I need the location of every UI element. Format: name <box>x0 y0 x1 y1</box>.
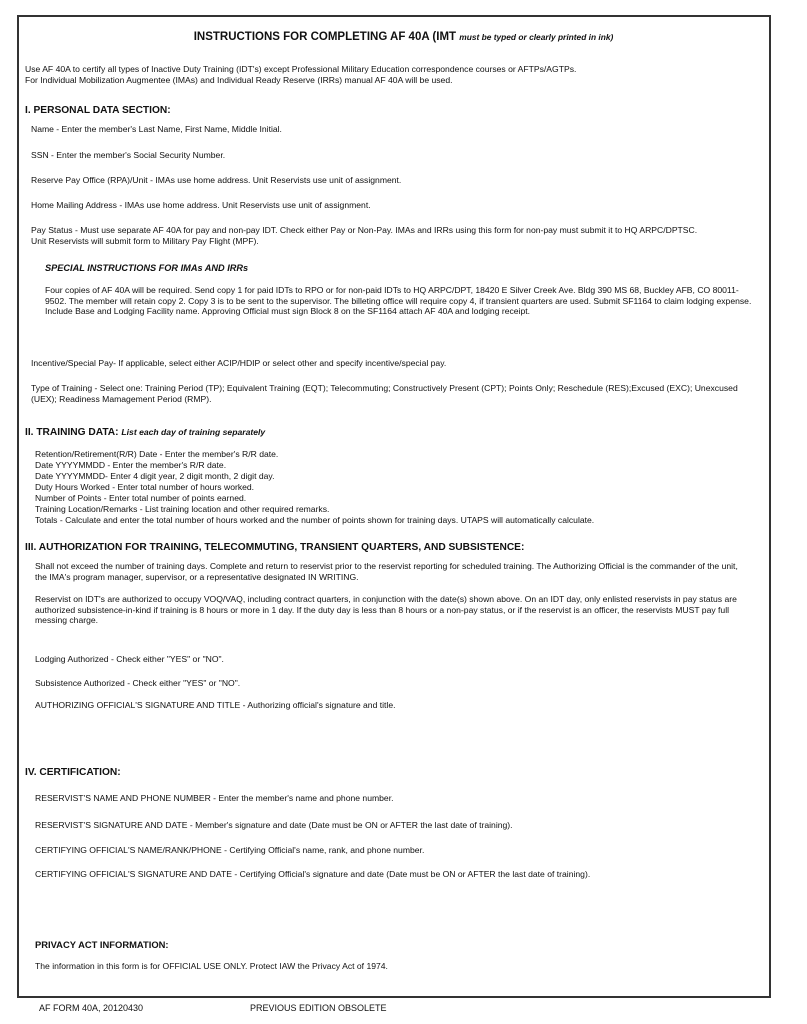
section-2-heading <box>25 427 265 438</box>
training-data-line: Duty Hours Worked - Enter total number of hours worked. <box>35 482 255 492</box>
authorizing-signature-instruction: AUTHORIZING OFFICIAL'S SIGNATURE AND TITLE - Authorizing official's signature and title. <box>35 700 396 710</box>
section-2-title: II. TRAINING DATA: <box>25 427 119 438</box>
title-note: must be typed or clearly printed in ink) <box>459 32 614 42</box>
authorization-paragraph-1: Shall not exceed the number of training days. Complete and return to reservist prior to the reservist reporting for scheduled training. The Authorizing Official is the commander of the unit, the IMA's program manager, supervisor, or a representative designated IN WRITING. <box>35 561 738 582</box>
lodging-instruction: Lodging Authorized - Check either "YES" or "NO". <box>35 654 224 664</box>
authorization-paragraph-2: Reservist on IDT's are authorized to occupy VOQ/VAQ, including contract quarters, in conjunction with the date(s) shown above. On an IDT day, only enlisted reservists in pay status are authorized subsistence-in-kind if training is 8 hours or more in 1 day. If the duty day is less than 8 hours or a non-pay status, or if the reservist is an officer, the reservists MUST pay full messing charge. <box>35 594 737 626</box>
privacy-heading: PRIVACY ACT INFORMATION: <box>35 939 169 950</box>
page-title <box>0 31 807 43</box>
form-id: AF FORM 40A, 20120430 <box>39 1003 144 1013</box>
subsistence-instruction: Subsistence Authorized - Check either "YES" or "NO". <box>35 678 241 688</box>
training-data-line: Retention/Retirement(R/R) Date - Enter the member's R/R date. <box>35 449 279 459</box>
section-3-heading: III. AUTHORIZATION FOR TRAINING, TELECOMMUTING, TRANSIENT QUARTERS, AND SUBSISTENCE: <box>25 542 525 553</box>
reservist-signature-instruction: RESERVIST'S SIGNATURE AND DATE - Member's signature and date (Date must be ON or AFTER the last date of training). <box>35 820 513 830</box>
training-type-instruction: Type of Training - Select one: Training Period (TP); Equivalent Training (EQT); Telecommuting; Constructively Present (CPT); Points Only; Reschedule (RES);Excused (EXC); Unexcused (UEX); Readiness Mamagement Period (RMP). <box>31 383 738 404</box>
intro-line-2: For Individual Mobilization Augmentee (IMAs) and Individual Ready Reserve (IRRs) manual AF 40A will be used. <box>25 75 453 85</box>
training-data-line: Training Location/Remarks - List training location and other required remarks. <box>35 504 330 514</box>
ssn-instruction: SSN - Enter the member's Social Security Number. <box>31 150 226 160</box>
special-instructions-body: Four copies of AF 40A will be required. Send copy 1 for paid IDTs to RPO or for non-paid IDTs to HQ ARPC/DPT, 18420 E Silver Creek Ave. Bldg 390 MS 68, Buckley AFB, CO 80011-9502. The member will retain copy 2. Copy 3 is to be sent to the supervisor. The billeting office will require copy 4, if transient quarters are used. Submit SF1164 to claim lodging expense. Include Base and Lodging Facility name. Approving Official must sign Block 8 on the SF1164 attach AF 40A and lodging receipt. <box>45 285 752 317</box>
edition-notice: PREVIOUS EDITION OBSOLETE <box>250 1003 387 1013</box>
title-main: INSTRUCTIONS FOR COMPLETING AF 40A (IMT <box>193 31 457 43</box>
training-data-line: Date YYYYMMDD - Enter the member's R/R date. <box>35 460 227 470</box>
section-2-note: List each day of training separately <box>121 427 266 437</box>
rpa-instruction: Reserve Pay Office (RPA)/Unit - IMAs use home address. Unit Reservists use unit of assignment. <box>31 175 402 185</box>
pay-status-instruction: Pay Status - Must use separate AF 40A for pay and non-pay IDT. Check either Pay or Non-Pay. IMAs and IRRs using this form for non-pay must submit it to HQ ARPC/DPTSC. Unit Reservists will submit form to Military Pay Flight (MPF). <box>31 225 698 246</box>
intro-line-1: Use AF 40A to certify all types of Inactive Duty Training (IDT's) except Professional Military Education correspondence courses or AFTPs/AGTPs. <box>25 64 577 74</box>
name-instruction: Name - Enter the member's Last Name, First Name, Middle Initial. <box>31 124 282 134</box>
special-instructions-heading: SPECIAL INSTRUCTIONS FOR IMAs AND IRRs <box>45 263 249 273</box>
certifying-signature-instruction: CERTIFYING OFFICIAL'S SIGNATURE AND DATE - Certifying Official's signature and date (Date must be ON or AFTER the last date of training). <box>35 869 591 879</box>
privacy-body: The information in this form is for OFFICIAL USE ONLY. Protect IAW the Privacy Act of 1974. <box>35 961 388 971</box>
training-data-line: Totals - Calculate and enter the total number of hours worked and the number of points shown for training days. UTAPS will automatically calculate. <box>35 515 595 525</box>
section-4-heading: IV. CERTIFICATION: <box>25 767 121 778</box>
section-1-heading: I. PERSONAL DATA SECTION: <box>25 105 171 116</box>
certifying-name-instruction: CERTIFYING OFFICIAL'S NAME/RANK/PHONE - Certifying Official's name, rank, and phone number. <box>35 845 425 855</box>
incentive-pay-instruction: Incentive/Special Pay- If applicable, select either ACIP/HDIP or select other and specify incentive/special pay. <box>31 358 447 368</box>
reservist-name-instruction: RESERVIST'S NAME AND PHONE NUMBER - Enter the member's name and phone number. <box>35 793 394 803</box>
home-address-instruction: Home Mailing Address - IMAs use home address. Unit Reservists use unit of assignment. <box>31 200 371 210</box>
training-data-line: Date YYYYMMDD- Enter 4 digit year, 2 digit month, 2 digit day. <box>35 471 275 481</box>
training-data-line: Number of Points - Enter total number of points earned. <box>35 493 247 503</box>
